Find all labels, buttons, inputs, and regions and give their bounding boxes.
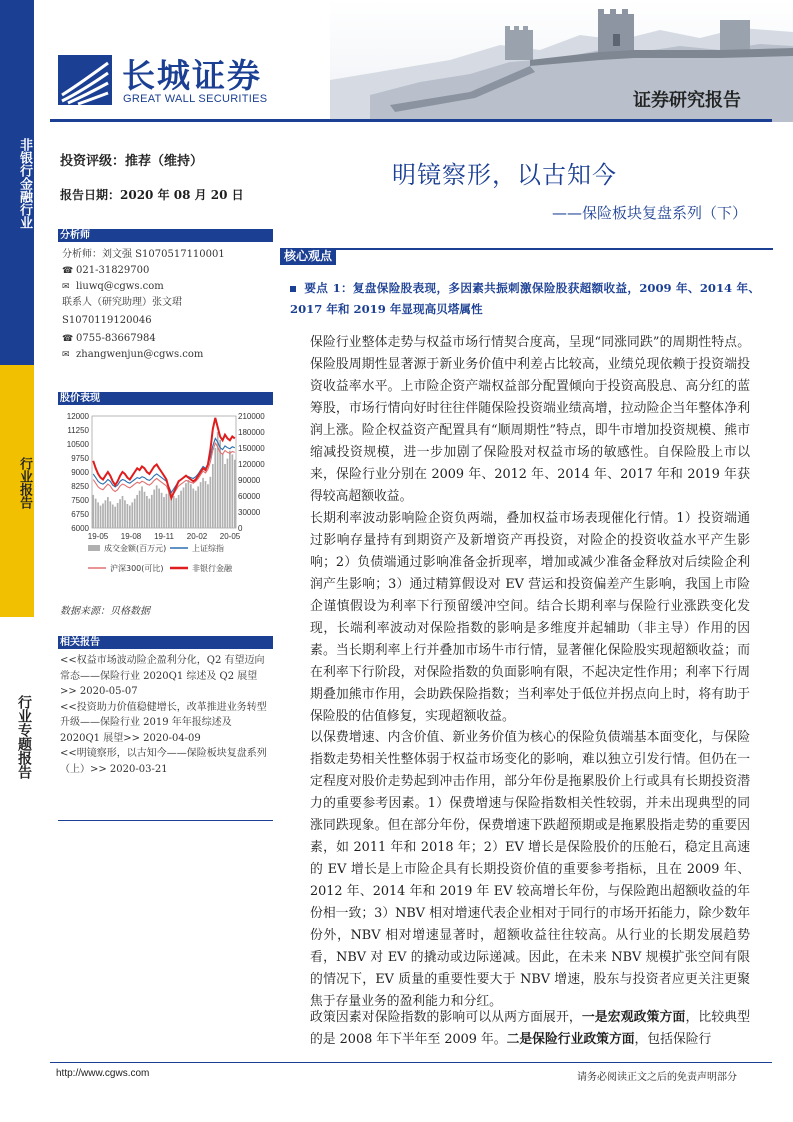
contact-phone-text: 0755-83667984	[76, 333, 156, 344]
y-right-tick-label: 180000	[238, 428, 265, 437]
analyst-name: 分析师：刘文强 S1070517110001	[62, 249, 225, 260]
legend-label: 沪深300(可比)	[110, 564, 164, 573]
volume-bar	[183, 487, 185, 528]
volume-bar	[124, 500, 126, 528]
analyst-email[interactable]	[62, 279, 225, 295]
para-emphasis: 二是保险行业政策方面	[506, 1032, 635, 1047]
phone-icon: ☎	[62, 266, 74, 276]
volume-bar	[156, 485, 158, 528]
x-tick-label: 20-05	[219, 532, 241, 541]
key-point-text: 要点 1：复盘保险股表现，多因素共振刺激保险股获超额收益，2009 年、2014 年、2017 年和 2019 年显现高贝塔属性	[290, 281, 760, 316]
analyst-phone-text: 021-31829700	[76, 265, 150, 276]
email-icon: ✉	[62, 282, 70, 292]
page-header	[0, 0, 793, 122]
volume-bar	[180, 491, 182, 528]
y-left-tick-label: 9750	[71, 454, 89, 463]
related-report-item[interactable]: <<投资助力价值稳健增长，改革推进业务转型升级——保险行业 2019 年年报综述及 2020Q1 展望>> 2020-04-09	[60, 701, 267, 744]
contact-phone	[62, 331, 225, 347]
y-left-tick-label: 7500	[71, 496, 89, 505]
analyst-section-header	[58, 229, 273, 242]
key-point	[290, 278, 760, 320]
bullet-icon	[290, 286, 296, 292]
volume-bar	[107, 497, 109, 528]
analyst-email-text[interactable]: liuwq@cgws.com	[76, 281, 164, 292]
volume-bar	[210, 477, 212, 528]
y-left-tick-label: 10500	[66, 440, 89, 449]
investment-rating: 投资评级：推荐（维持）	[60, 154, 204, 169]
body-paragraph: 保险行业整体走势与权益市场行情契合度高，呈现“同涨同跌”的周期性特点。保险股周期性显著源于新业务价值中利差占比较高，业绩兑现依赖于投资端投资收益率水平。上市险企资产端权益部分配置倾向于投资高股息、高分红的蓝筹股，市场行情向好时往往伴随保险投资端业绩高增，拉动险企当年整体净利润上涨。险企权益资产配置具有“顺周期性”特点，即牛市增加投资规模、熊市缩减投资规模，进一步加剧了保险股对权益市场的敏感性。自保险股上市以来，保险行业分别在 2009 年、2012 年、2014 年、2017 年和 2019 年获得较高超额收益。	[310, 335, 750, 504]
volume-bar	[166, 494, 168, 528]
related-report-item[interactable]: <<权益市场波动险企盈利分化，Q2 有望迈向常态——保险行业 2020Q1 综述及 Q2 展望>> 2020-05-07	[60, 655, 265, 697]
volume-bar	[119, 499, 121, 528]
volume-bar	[234, 460, 236, 528]
y-left-tick-label: 6000	[71, 524, 89, 533]
analyst-phone	[62, 263, 225, 279]
y-right-tick-label: 60000	[238, 492, 261, 501]
logo-english: GREAT WALL SECURITIES	[123, 93, 268, 105]
volume-bar	[114, 507, 116, 528]
related-section-header	[58, 636, 273, 649]
volume-bar	[192, 489, 194, 528]
para-text: ，比较典型的是 2008 年下半年至 2009 年。	[310, 1010, 751, 1047]
volume-bar	[97, 502, 99, 528]
volume-bar	[222, 453, 224, 528]
logo-text: 长城证券	[122, 56, 262, 95]
volume-bar	[175, 498, 177, 528]
volume-bar	[112, 505, 114, 528]
contact-email-text[interactable]: zhangwenjun@cgws.com	[76, 349, 204, 360]
y-right-tick-label: 150000	[238, 444, 265, 453]
volume-bar	[161, 493, 163, 528]
body-paragraph	[310, 1007, 750, 1051]
volume-bar	[122, 496, 124, 528]
volume-bar	[224, 464, 226, 528]
volume-bar	[163, 497, 165, 528]
chart-section-header	[58, 392, 273, 405]
para-emphasis: 一是宏观政策方面	[581, 1010, 686, 1025]
volume-bar	[173, 496, 175, 528]
volume-bar	[195, 491, 197, 528]
x-tick-label: 19-08	[120, 532, 142, 541]
y-right-tick-label: 120000	[238, 460, 265, 469]
email-icon: ✉	[62, 350, 70, 360]
chart-canvas	[58, 408, 276, 598]
volume-bar	[229, 451, 231, 528]
volume-bar	[207, 484, 209, 528]
volume-bar	[100, 506, 102, 528]
legend-label: 成交金额(百万元)	[104, 544, 167, 553]
y-right-tick-label: 30000	[238, 508, 261, 517]
volume-bar	[146, 496, 148, 528]
volume-bar	[95, 499, 97, 528]
analyst-header-label: 分析师	[60, 230, 90, 241]
report-type: 证券研究报告	[633, 90, 741, 111]
volume-bar	[139, 491, 141, 528]
volume-bar	[212, 464, 214, 528]
volume-bar	[127, 504, 129, 528]
volume-bar	[151, 495, 153, 528]
volume-bar	[227, 459, 229, 528]
volume-bar	[109, 501, 111, 528]
chart-source: 数据来源：贝格数据	[60, 606, 150, 617]
chart-header-label: 股价表现	[60, 393, 100, 404]
analyst-info	[62, 247, 225, 363]
volume-bar	[144, 492, 146, 528]
volume-bar	[168, 490, 170, 528]
y-left-tick-label: 6750	[71, 510, 89, 519]
volume-bar	[105, 500, 107, 528]
y-left-tick-label: 8250	[71, 482, 89, 491]
volume-bar	[92, 495, 94, 528]
legend-swatch	[88, 545, 100, 551]
volume-bar	[131, 502, 133, 528]
legend-label: 上证综指	[192, 544, 224, 553]
x-tick-label: 20-02	[186, 532, 208, 541]
volume-bar	[205, 481, 207, 528]
volume-bar	[214, 448, 216, 528]
volume-bar	[190, 484, 192, 528]
y-left-tick-label: 11250	[67, 426, 89, 435]
x-tick-label: 19-11	[154, 532, 174, 541]
core-view-header: 核心观点	[280, 248, 336, 265]
legend-label: 非银行金融	[192, 564, 232, 573]
volume-bar	[117, 503, 119, 528]
header-divider	[50, 119, 772, 122]
volume-bar	[231, 454, 233, 528]
core-divider	[280, 248, 773, 250]
volume-bar	[158, 489, 160, 528]
volume-bar	[136, 495, 138, 528]
report-subtitle: ——保险板块复盘系列（下）	[551, 204, 747, 222]
para-text: 政策因素对保险指数的影响可以从两方面展开，	[310, 1010, 582, 1025]
body-paragraph: 以保费增速、内含价值、新业务价值为核心的保险负债端基本面变化，与保险指数走势相关性整体弱于权益市场变化的影响，难以独立引发行情。但仍在一定程度对股价走势起到冲击作用，部分年份是拖累股价上行或具有长期投资潜力的重要参考因素。1）保费增速与保险指数相关性较弱，并未出现典型的同涨同跌现象。但在部分年份，保费增速下跌超预期或是拖累股指走势的重要因素，如 2011 年和 2018 年；2）EV 增长是保险股价的压舱石，稳定且高速的 EV 增长是上市险企具有长期投资价值的重要参考指标，且在 2009 年、2012 年、2014 年和 2019 年 EV 较高增长年份，与保险跑出超额收益的年份相一致；3）NBV 相对增速代表企业相对于同行的市场开拓能力，除少数年份外，NBV 相对增速显著时，超额收益往往较高。从行业的长期发展趋势看，NBV 对 EV 的撬动或边际递减。因此，在未来 NBV 规模扩张空间有限的情况下，EV 质量的重要性要大于 NBV 增速，股东与投资者应更关注更聚焦于存量业务的盈利能力和分红。	[310, 730, 750, 1009]
report-title: 明镜察形，以古知今	[392, 161, 617, 189]
volume-bar	[178, 495, 180, 528]
volume-bar	[129, 506, 131, 528]
volume-bar	[153, 490, 155, 528]
contact-name: 联系人（研究助理）张文珺	[62, 297, 182, 308]
related-header-label: 相关报告	[60, 637, 100, 648]
contact-id: S1070119120046	[62, 315, 152, 326]
y-left-tick-label: 9000	[71, 468, 89, 477]
logo-icon	[58, 55, 112, 105]
volume-bar	[185, 483, 187, 528]
footer-disclaimer: 请务必阅读正文之后的免责声明部分	[577, 1072, 737, 1083]
volume-bar	[200, 482, 202, 528]
report-category-label: 行业报告	[17, 457, 32, 509]
volume-bar	[134, 499, 136, 528]
y-right-tick-label: 0	[238, 524, 243, 533]
y-left-tick-label: 12000	[66, 412, 89, 421]
volume-bar	[102, 503, 104, 528]
stock-performance-chart	[58, 408, 276, 598]
body-paragraph: 长期利率波动影响险企资负两端，叠加权益市场表现催化行情。1）投资端通过影响存量持有到期资产及新增资产再投资，对险企的投资收益水平产生影响；2）负债端通过影响准备金折现率，增加或减少准备金释放对后续险企利润产生影响；3）通过精算假设对 EV 营运和投资偏差产生影响，我国上市险企谨慎假设为利率下行预留缓冲空间。结合长期利率与保险行业涨跌变化发现，长端利率波动对保险指数的影响是多维度并起辅助（非主导）作用的因素。当长期利率上行并叠加市场牛市行情，显著催化保险股实现超额收益；而在利率下行阶段，对保险指数的负面影响有限，不起决定性作用；利率下行周期叠加熊市作用，会助跌保险指数；当利率处于低位并拐点向上时，将有助于保险股的估值修复，实现超额收益。	[310, 511, 750, 724]
volume-bar	[141, 486, 143, 528]
volume-bar	[188, 480, 190, 528]
phone-icon: ☎	[62, 334, 74, 344]
contact-email[interactable]	[62, 347, 225, 363]
related-reports	[60, 653, 272, 777]
volume-bar	[202, 478, 204, 528]
related-bottom-rule	[58, 820, 273, 821]
volume-bar	[149, 499, 151, 528]
y-right-tick-label: 90000	[238, 476, 261, 485]
footer-divider	[50, 1062, 772, 1063]
report-kind-label: 行业专题报告	[16, 695, 32, 779]
x-tick-label: 19-05	[87, 532, 109, 541]
para-text: ，包括保险行	[634, 1032, 712, 1047]
report-date: 报告日期：2020 年 08 月 20 日	[60, 188, 244, 202]
y-right-tick-label: 210000	[238, 412, 265, 421]
side-band	[0, 0, 34, 1122]
related-report-item[interactable]: <<明镜察形，以古知今——保险板块复盘系列（上）>> 2020-03-21	[60, 748, 267, 775]
footer-url[interactable]: http://www.cgws.com	[56, 1068, 150, 1079]
industry-label: 非银行金融行业	[17, 137, 32, 229]
volume-bar	[197, 486, 199, 528]
